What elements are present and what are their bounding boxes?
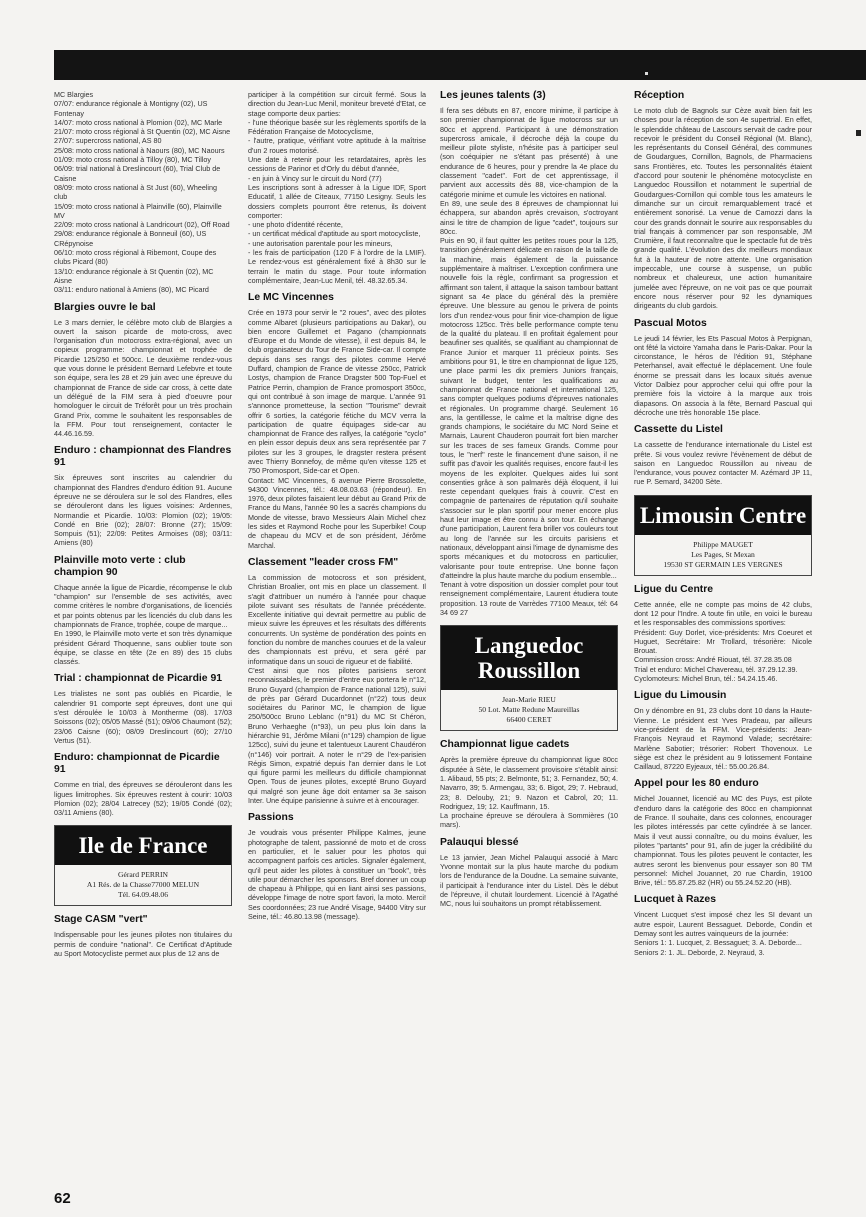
article-body: Le moto club de Bagnols sur Cèze avait bien fait les choses pour la réception de son 4e supertrial. En effet, le splendide château de Lascours servait de cadre pour recevoir le président du Conseil Régional (M. Blanc), les représentants du Conseil Général, des communes de Goudargues, Cornillon, Bagnols, de Pharmaciens sans Frontières, etc. Toutes les personnalités étaient d'accord pour soutenir le phénomène motocycliste en Languedoc Roussillon et notamment le supertrial de Goudargues-Cornillon qui comble tous les amateurs le dimanche sur un circuit remarquablement tracé et entièrement sonorisé. La venue de Camozzi dans la cour des grands donnait le sourire aux responsables du trial français à commencer par son responsable, JM Crumière, il faut reconnaître que le spectacle fut de très grande qualité. L'évolution des dix meilleurs mondiaux fut à la hauteur de notre attente. Une organisation impeccable, une course à suspense, un public nombreux et chaleureux, une action humanitaire jumelée avec l'épreuve, on ne voit pas ce que pourrait encore nous réserver pour 92 les dynamiques dirigeants du club gardois.: [634, 106, 812, 311]
column-3: [440, 90, 618, 913]
article-body: On y dénombre en 91, 23 clubs dont 10 dans la Haute-Vienne. Le président est Yves Pradeau, par ailleurs vice-président de la FFM. Vice-présidents: Jean-François Neyraud et Raymond Valade; secrétaire: Marlène Sabotier; trésorier: Robert Thovenoux. Le siège est chez le président au 9 lotissement Fontaine Caillaud, 87220 Eyjeaux, tél.: 55.00.26.84.: [634, 706, 812, 772]
article-title: Passions: [248, 812, 294, 824]
article-title: Enduro: championnat de Picardie 91: [54, 752, 220, 776]
article-title: Le MC Vincennes: [248, 292, 334, 304]
article-title: Appel pour les 80 enduro: [634, 778, 759, 790]
article-title: Blargies ouvre le bal: [54, 301, 156, 313]
article-body: La commission de motocross et son président, Christian Broalier, ont mis en place un classement. Il s'agit d'attribuer un numéro à l'année pour chaque pilote suivant ses résultats de l'année précédente. Excellente initiative qui devrait permettre au public de mieux suivre les épreuves et les résultats des différents concurrents. Un système de pondération des points en fonction du nombre de manches courues et de la valeur des championnats est prévu, et sera géré par informatique dans un souci de rigueur et de fiabilité. C'est ainsi que nos pilotes parisiens seront reconnaissables, le premier d'entre eux portera le n°12, Bruno Guyard (champion de France national 125), suivi de près par Gérard Ducardonnet (n°22) tous deux sociétaires du Parinor MC, le champion de ligue 250/500cc Bruno Leblanc (n°91) du MC St Chéron, Bruno Verhaeghe (n°93), un peu plus loin dans la hiérarchie 91, Jérôme Milani (n°129) champion de ligue 125cc), suivi du jeune et talentueux Laurent Chaudéron (n°146) voir portrait. A noter le n°29 de l'ex-parisien Régis Simon, expatrié depuis l'an dernier dans le Lot qui figure parmi les meilleurs du difficile championnat Open. Tous de jeunes pilotes, excepté Bruno Guyard qui malgré son jeune âge doit entamer sa 3e saison Inter. Une équipe parisienne à suivre et à encourager.: [248, 572, 426, 806]
article-title: Cassette du Listel: [634, 424, 723, 436]
region-title: Ile de France: [55, 826, 231, 865]
column-4: [634, 90, 812, 962]
article-title: Les jeunes talents (3): [440, 90, 546, 101]
article-body: Je voudrais vous présenter Philippe Kalmes, jeune photographe de talent, passionné de moto et de cross en particulier, et le saluer pour les photos qui accompagnent parfois ces articles. Signaler également, qu'il peut aider les pilotes à constituer un "book", très utile pour démarcher les sponsors. Bref donner un coup de chapeau à Philippe, qui en liant ainsi ses passions, développe l'image de notre sport favori, la moto. Merci! Ses coordonnées; 23 rue André Visage, 94400 Vitry sur Seine, tél.: 46.80.13.98 (message).: [248, 828, 426, 922]
header-band: [54, 50, 866, 80]
article-body: Indispensable pour les jeunes pilotes non titulaires du permis de conduire "national". Ce Certificat d'Aptitude au Sport Motocycliste permet aux plus de 12 ans de: [54, 930, 232, 958]
article-title: Réception: [634, 90, 685, 101]
region-address: Jean-Marie RIEU 50 Lot. Matte Redune Maureillas 66400 CERET: [478, 695, 580, 725]
article-body: Vincent Lucquet s'est imposé chez les SI devant un autre espoir, Laurent Bessaguet. Deborde, Condin et Demay sont les autres vainqueurs de la journée: Seniors 1: 1. Lucquet, 2. Bessaguet; 3. A. Deborde... Seniors 2: 1. JL. Deborde, 2. Neyraud, 3.: [634, 910, 812, 957]
article-title: Lucquet à Razes: [634, 894, 716, 906]
region-box-languedoc-roussillon: [440, 625, 618, 731]
column-1: [54, 90, 232, 963]
article-body: Il fera ses débuts en 87, encore minime, il participe à son premier championnat de ligue motocross sur un 80cc et apprend. Participant à une démonstration supercross amicale, il décroche déjà la coupe du meilleur pilote styliste, n'hésite pas à participer seul (son coéquipier ne s'étant pas présenté) à une endurance de 6 heures, pour y prendre la 4e place du classement "cadet". Fort de cet apprentissage, il parvient aux accessits dès 88, vice-champion de la catégorie minime et cumule les victoires en national. En 89, une seule des 8 épreuves de championnat lui échappera, sur abandon après crevaison, s'octroyant ainsi le titre de champion de ligue "cadet", toujours sur 80cc. Puis en 90, il faut quitter les petites roues pour la 125, transition généralement délicate en raison de la taille de la machine, mais également de la puissance supplémentaire à maîtriser. L'exception confirmera une nouvelle fois la règle, confirmant sa progression et affirmant son talent, il attaque la saison tambour battant signant sa 4e place du général dès la première épreuve. Une blessure au genou le privera de points lors d'un rendez-vous pour finir vice-champion de ligue motocross 125cc. Très belle performance compte tenu de la qualité du plateau. Il en profitait également pour beaufiner ses qualités, se qualifiant au championnat de France Junior et marquer 11 précieux points. Ses ambitions pour 91, le titre en championnat de ligue 125, une place parmi les dix premiers Juniors français, suivant le budget, tenter les qualifications au championnat de France national et international 125, sans compter quelques podiums d'épreuves nationales et régionales. Un programme chargé. Seulement 16 ans, la gentillesse, le calme et la maîtrise digne des grands champions, le sociétaire du MC Nord Seine et Marnais, Laurent Chauderon pourrait fort bien marcher sur les traces de ses fameux Grands. Comme pour tous, le "nerf" reste le financement d'une saison, il ne suffit pas d'avoir les qualités requises, encore faut-il les moyens de les exploiter. Quelques aides lui sont consenties grâce à son palmarès déjà éloquent, il lui reste cependant quelques frais à couvrir. C'est en compagnie de partenaires de réputation qu'il souhaite s'associer sur le plan sportif pour mener encore plus haut leur image et être connu à son tour. En échange d'une participation, Laurent fera briller vos couleurs tout au long de l'année sur les circuits parisiens et nationaux, développant ainsi l'image de dynamisme des sports mécaniques et du motocross en particulier, valorisante pour toute entreprise. Une bonne façon d'atteindre la plus haute marche du podium ensemble... Tenant à votre disposition un dossier complet pour tout renseignement complémentaire, Laurent étudiera toute proposition. 13 route de Varrèdes 77100 Meaux, tél: 64 34 69 27: [440, 106, 618, 618]
calendar-list: MC Blargies 07/07: endurance régionale à Montigny (02), US Fontenay 14/07: moto cross national à Plomion (02), MC Marle 21/07: moto cross régional à St Quentin (02), MC Aisne 27/07: supercross national, AS 80 25/08: moto cross national à Naours (80), MC Naours 01/09: moto cross national à Tilloy (80), MC Tilloy 06/09: trial national à Dreslincourt (60), Trial Club de Caisne 08/09: moto cross national à St Just (60), Wheeling club 15/09: moto cross national à Plainville (60), Plainville MV 22/09: moto cross national à Landricourt (02), Off Road 29/08: endurance régionale à Bonneuil (60), US CRépynoise 06/10: moto cross régional à Ribemont, Coupe des clubs Picard (80) 13/10: endurance régionale à St Quentin (02), MC Aisne 03/11: enduro national à Amiens (80), MC Picard: [54, 90, 231, 295]
article-title: Pascual Motos: [634, 317, 707, 329]
article-title: Ligue du Centre: [634, 583, 714, 595]
article-title: Stage CASM "vert": [54, 914, 148, 926]
article-body: Cette année, elle ne compte pas moins de 42 clubs, dont 12 pour l'Indre. A toute fin utile, en voici le bureau et les responsables des commissions sportives: Président: Guy Dorlet, vice-présidents: Mrs Coeuret et Huguet, Secrétaire: Mr Trollard, trésorière: Nicole Brouat. Commission cross: André Riouat, tél. 37.28.35.08 Trial et enduro: Michel Chavereau, tél. 37.29.12.39. Cyclomoteurs: Michel Brun, tél.: 54.24.15.46.: [634, 599, 812, 684]
article-title: Enduro : championnat des Flandres 91: [54, 445, 232, 469]
region-address: Gérard PERRIN A1 Rés. de la Chasse77000 MELUN Tél. 64.09.48.06: [86, 870, 200, 900]
article-title: Championnat ligue cadets: [440, 739, 570, 751]
article-body: Six épreuves sont inscrites au calendrier du championnat des Flandres d'enduro édition 91. Aucune épreuve ne se déroulera sur le sol des Flandres, elles se dérouleront dans les ligues voisines: Ardennes, Normandie et Picardie. 10/03: Plomion (02); 19/05: Condé en Brie (02); 28/07: Bronne (27); 15/09: Sompuis (51); 22/09: Petites Armoises (08); 03/11: Amiens (80): [54, 473, 232, 548]
article-title: Ligue du Limousin: [634, 690, 727, 702]
page-number: 62: [54, 1190, 71, 1207]
column-2: [248, 90, 426, 926]
article-body: La cassette de l'endurance internationale du Listel est prête. Si vous voulez revivre l'évènement de début de saison en Languedoc Roussillon au niveau de l'endurance, vous pouvez contacter M. Azémard JP 11, rue P. Semard, 34200 Sète.: [634, 440, 812, 487]
article-body: Le jeudi 14 février, les Ets Pascual Motos à Perpignan, ont fêté la victoire Yamaha dans le Paris-Dakar. Pour la circonstance, le héros de l'édition 91, Stéphane Peterhansel, avait effectué le déplacement. Une foule énorme se pressait dans les locaux situés avenue Victor Dalbiez pour approcher celui qui offre pour la première fois la victoire à la marque aux trois diapasons. On associa à la fête, Bernard Pascual qui décroche une très honorable 15e place.: [634, 333, 812, 417]
article-title: Palauqui blessé: [440, 836, 519, 848]
region-address: Philippe MAUGET Les Pages, St Mexan 19530 ST GERMAIN LES VERGNES: [663, 539, 783, 569]
article-body: participer à la compétition sur circuit fermé. Sous la direction du Jean-Luc Menil, moniteur breveté d'Etat, ce stage comporte deux parties: - l'une théorique basée sur les règlements sportifs de la Fédération Française de Motocyclisme, - l'autre, pratique, vérifiant votre aptitude à la maîtrise d'un 2 roues motorisé. Une date à retenir pour les retardataires, après les cessions de Parinor et d'Orly du début d'année, - en juin à Vincy sur le circuit du Nord (77) Les inscriptions sont à adresser à la Ligue IDF, Sport Educatif, 1 allée de Citeaux, 77150 Lesigny. Seuls les dossiers complets pourront être retenus, ils doivent comporter: - une photo d'identité récente, - un certificat médical d'aptitude au sport motocycliste, - une autorisation parentale pour les mineurs, - les frais de participation (120 F à l'ordre de la LMIF). Le rendez-vous est généralement fixé à 8h30 sur le terrain le matin du stage. Pour toute information complémentaire, Jean-Luc Menil, tél. 48.32.65.34.: [248, 90, 426, 285]
article-body: Le 3 mars dernier, le célèbre moto club de Blargies a ouvert la saison picarde de moto-cross, avec l'organisation d'un motocross extra-régional, avec un copieux programme: championnat et trophée de Picardie 125/250 et 500cc. Le deuxième rendez-vous que vous donne le président Bernard Lefebvre et toute son équipe, sera les 28 et 29 juin avec une épreuve du championnat de France de side car cross, à cette date un délégué de la FIM sera à pied d'oeuvre pour homologuer le circuit de Tréforêt pour un très prochain Grand Prix, comme le souhaitent les responsables de la FFM. Pour tout renseignement, contacter le 44.46.16.59.: [54, 317, 232, 439]
article-body: Le 13 janvier, Jean Michel Palauqui associé à Marc Yvonne montait sur la plus haute marche du podium lors de l'endurance de la Doudne. La semaine suivante, il participait à l'endurance inter du Listel. Dès le début de l'épreuve, il chutait lourdement. Licencié à l'Agathé MC, nous lui souhaitons un prompt rétablissement.: [440, 852, 618, 909]
article-body: Comme en trial, des épreuves se dérouleront dans les ligues limitrophes. Six épreuves restent à courir: 10/03 Plomion (02); 28/04 Latrecey (52); 19/05 Condé (02); 03/11 Amiens (80).: [54, 780, 232, 818]
region-title: Limousin Centre: [635, 496, 811, 535]
article-body: Après la première épreuve du championnat ligue 80cc disputée à Sète, le classement provisoire s'établit ainsi: 1. Alibaud, 55 pts; 2. Belmonte, 51; 3. Fernandez, 50; 4. Navarro, 39; 5. Armengau, 33; 6. Bigot, 29; 7. Hebraud, 23; 8. Delouby, 21; 9. Nazon et Cabrol, 20; 11. Rodriguez, 19; 12. Kauffmann, 15. La prochaine épreuve se déroulera à Sommières (10 mars).: [440, 755, 618, 830]
article-body: Chaque année la ligue de Picardie, récompense le club "champion" sur l'ensemble de ses activités, avec comme critères le nombre d'organisations, de licenciés et par points obtenus par les licenciés du club dans les championnats de France, trophée, coupe de marque... En 1990, le Plainville moto verte et son très dynamique président Gérard Thoquenne, sans oublier toute son équipe, se classe en tête (2e en 89) des 15 clubs classés.: [54, 582, 232, 667]
header-dot: [645, 72, 648, 75]
region-title: Languedoc Roussillon: [441, 626, 617, 690]
article-title: Plainville moto verte : club champion 90: [54, 554, 186, 578]
margin-mark: [856, 130, 861, 136]
region-box-limousin-centre: [634, 495, 812, 576]
article-title: Classement "leader cross FM": [248, 556, 399, 568]
article-body: Les trialistes ne sont pas oubliés en Picardie, le calendrier 91 comporte sept épreuves, dont une qui s'est déroulée le 10/03 à Montherme (08). 17/03 Soissons (02); 05/05 Massé (51); 09/06 Chaumont (52); 23/06 Caisne (60); 08/09 Dreslincourt (60); 27/10 Vertus (51).: [54, 689, 232, 745]
region-box-ile-de-france: [54, 825, 232, 906]
article-body: Michel Jouannet, licencié au MC des Puys, est pilote d'enduro dans la catégorie des 80cc en championnat de France. Il souhaite, dans ces colonnes, encourager les pilotes intéressés par cette cylindrée à se lancer. Mais il veut aussi connaître, ou du moins évaluer, les pilotes "partants" pour 91, afin de juger la crédibilité du championnat. Tous les pilotes peuvent le contacter, les autres seront les bienvenus pour essayer son 80 TM personnel: Michel Jouannet, 20 rue Chardin, 19100 Brive, tél.: 55.87.25.82 (HR) ou 55.24.52.20 (HB).: [634, 794, 812, 888]
article-body: Crée en 1973 pour servir le "2 roues", avec des pilotes comme Albaret (plusieurs participations au Dakar), ou bien encore Guillemet et Pagano (championnats d'Europe et du Monde de vitesse), il est depuis 84, le club organisateur du Tour de France Side-car. Il compte depuis dans ses rangs des pilotes comme Hervé Duffard, champion de France de vitesse 250cc, Patrick Lostys, champion de France Dragster 500 Top-Fuel et Patrice Perrin, champion de France promosport 350cc, qui ont contribué à son image de marque. L'année 91 s'annonce prometteuse, la section "Tourisme" devrait offrir 6 sorties, la catégorie fétiche du MCV verra la participation de quatre équipages side-car au championnat de France des rallyes, la catégorie "cyclo" en plein essor depuis deux ans sera représentée par 7 pilotes sur les 3 groupes, le dragster restera présent avec Thierry Bonnefoy, de même qu'en vitesse 125 et 750 Promosport, Side-car et Open. Contact: MC Vincennes, 6 avenue Pierre Brossolette, 94300 Vincennes, tél.: 48.08.03.63 (répondeur). En 1976, deux pilotes faisaient leur début au Grand Prix de France du Mans, l'année 90 les a sacrés champions du Monde de vitesse, bravo Messieurs Alain Michel chez les sides et Raymond Roche pour les Superbike! Coup de chapeau du MCV et de son président, Jérôme Marchal.: [248, 308, 426, 550]
article-title: Trial : championnat de Picardie 91: [54, 673, 223, 685]
